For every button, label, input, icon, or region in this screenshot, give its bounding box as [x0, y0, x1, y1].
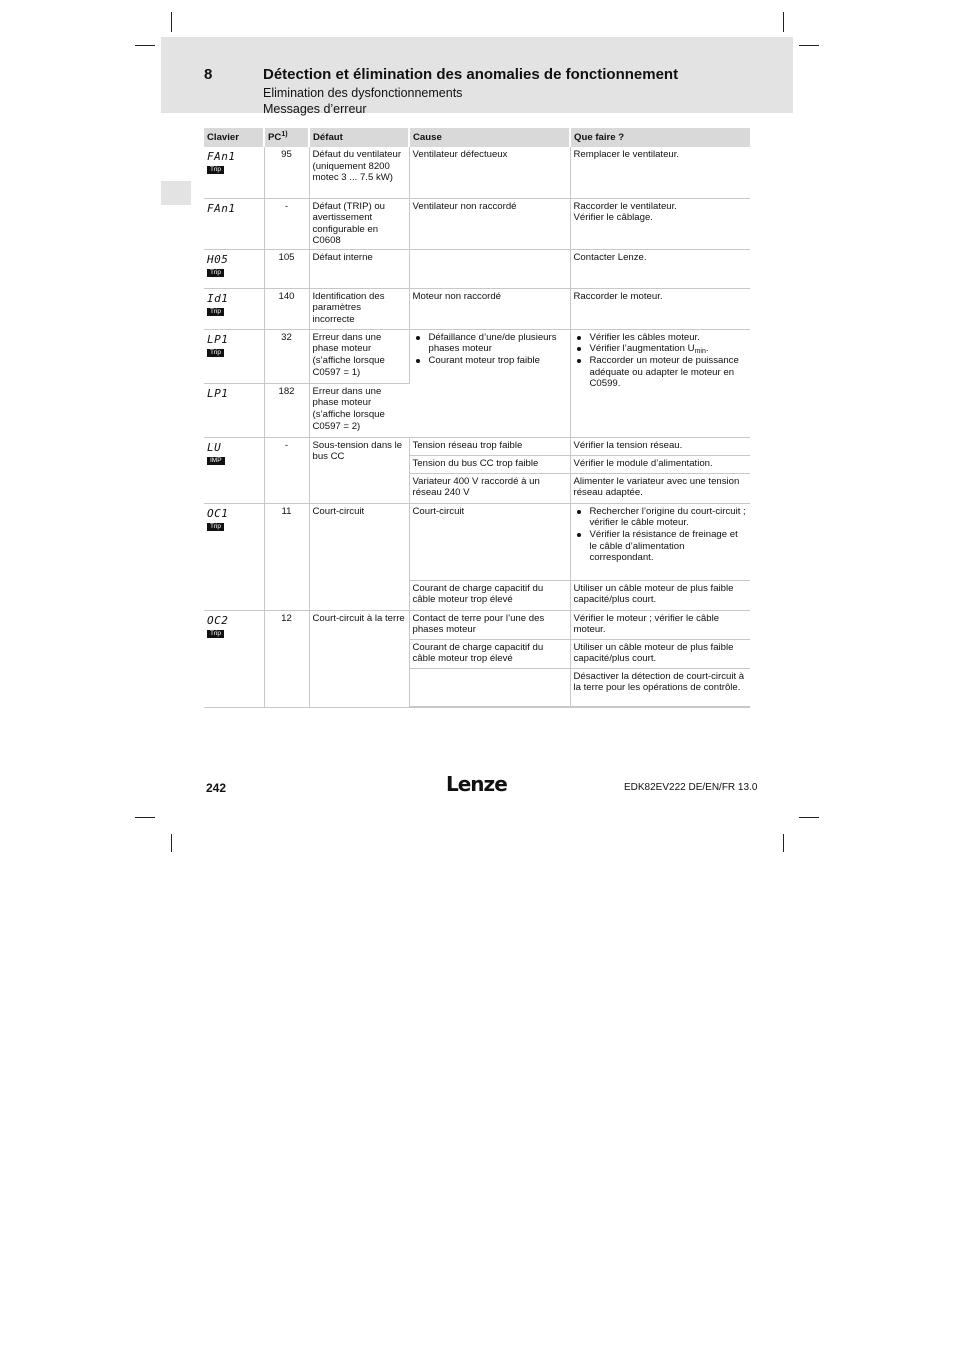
error-code: FAn1	[207, 150, 236, 163]
column-header-clavier: Clavier	[204, 128, 264, 147]
keypad-cell	[204, 249, 264, 288]
keypad-cell	[204, 147, 264, 198]
section-subtitle: Elimination des dysfonctionnements	[263, 86, 463, 100]
keypad-cell	[204, 198, 264, 249]
action-cell: Utiliser un câble moteur de plus faible capacité/plus court.	[570, 580, 750, 610]
error-code: LP1	[207, 386, 229, 400]
error-code: LU	[207, 440, 222, 454]
cause-cell: Ventilateur non raccordé	[409, 198, 570, 249]
action-cell	[570, 329, 750, 437]
keypad-cell	[204, 610, 264, 707]
defaut-cell: Court-circuit	[309, 503, 409, 610]
list-item: Rechercher l’origine du court-circuit ; vérifier le câble moteur.	[589, 505, 746, 529]
cause-cell: Tension du bus CC trop faible	[409, 455, 570, 473]
defaut-cell: Défaut (TRIP) ou avertissement configurable en C0608	[309, 198, 409, 249]
cause-cell: Tension réseau trop faible	[409, 437, 570, 455]
imp-badge: IMP	[207, 457, 225, 465]
action-cell: Vérifier le module d’alimentation.	[570, 455, 750, 473]
pc-cell: -	[264, 437, 309, 503]
cause-cell	[409, 329, 570, 437]
crop-mark	[135, 45, 155, 46]
table-row	[204, 249, 750, 288]
page-number: 242	[206, 781, 227, 795]
trip-badge: Trip	[207, 308, 224, 316]
trip-badge: Trip	[207, 349, 224, 357]
chapter-title: Détection et élimination des anomalies de fonctionnement	[263, 66, 679, 83]
defaut-cell: Sous-tension dans le bus CC	[309, 437, 409, 503]
cause-cell: Moteur non raccordé	[409, 288, 570, 329]
section-subtitle: Messages d’erreur	[263, 102, 367, 116]
action-cell: Remplacer le ventilateur.	[570, 147, 750, 198]
list-item: Courant moteur trop faible	[429, 355, 567, 367]
action-cell: Vérifier la tension réseau.	[570, 437, 750, 455]
crop-mark	[783, 12, 784, 32]
list-item: Vérifier la résistance de freinage et le câble d’alimentation correspondant.	[590, 529, 748, 564]
trip-badge: Trip	[207, 523, 224, 531]
action-cell: Alimenter le variateur avec une tension réseau adaptée.	[570, 473, 750, 503]
pc-cell: 12	[264, 610, 309, 707]
keypad-cell	[204, 329, 264, 383]
cause-list	[413, 332, 567, 367]
cause-cell: Contact de terre pour l’une des phases moteur	[409, 610, 570, 639]
list-item: Vérifier l’augmentation $U_{min}$.	[590, 343, 748, 355]
pc-cell: 105	[264, 249, 309, 288]
error-code: H05	[207, 252, 229, 266]
lenze-logo: Lenze	[446, 772, 507, 796]
crop-mark	[171, 834, 172, 852]
table-header-row	[204, 128, 750, 147]
action-cell: Contacter Lenze.	[570, 249, 750, 288]
pc-cell: 11	[264, 503, 309, 610]
cause-cell: Courant de charge capacitif du câble moteur trop élevé	[409, 580, 570, 610]
error-code: OC2	[207, 613, 229, 627]
chapter-side-tab	[161, 181, 191, 205]
trip-badge: Trip	[207, 166, 224, 174]
pc-cell: 140	[264, 288, 309, 329]
column-header-cause: Cause	[409, 128, 570, 147]
cause-cell	[409, 249, 570, 288]
column-header-defaut: Défaut	[309, 128, 409, 147]
crop-mark	[171, 12, 172, 32]
list-item: Raccorder un moteur de puissance adéquate ou adapter le moteur en C0599.	[590, 355, 748, 390]
keypad-cell	[204, 383, 264, 437]
action-list	[574, 332, 748, 390]
keypad-cell	[204, 437, 264, 503]
defaut-cell: Erreur dans une phase moteur (s’affiche lorsque C0597 = 2)	[309, 383, 409, 437]
list-item: Défaillance d’une/de plusieurs phases moteur	[429, 332, 567, 355]
cause-cell	[409, 668, 570, 707]
pc-cell: 32	[264, 329, 309, 383]
defaut-cell: Identification des paramètres incorrecte	[309, 288, 409, 329]
action-cell: Vérifier le moteur ; vérifier le câble moteur.	[570, 610, 750, 639]
column-header-que-faire: Que faire ?	[570, 128, 750, 147]
action-cell: Utiliser un câble moteur de plus faible capacité/plus court.	[570, 639, 750, 668]
table-row	[204, 147, 750, 198]
error-messages-table	[204, 128, 750, 708]
pc-cell: 95	[264, 147, 309, 198]
action-cell: Raccorder le moteur.	[570, 288, 750, 329]
table-row	[204, 437, 750, 455]
keypad-cell	[204, 503, 264, 610]
error-code: Id1	[207, 291, 229, 305]
defaut-cell: Défaut du ventilateur (uniquement 8200 motec 3 ... 7.5 kW)	[309, 147, 409, 198]
table-row	[204, 610, 750, 639]
defaut-cell: Erreur dans une phase moteur (s’affiche lorsque C0597 = 1)	[309, 329, 409, 383]
pc-cell: -	[264, 198, 309, 249]
keypad-cell	[204, 288, 264, 329]
pc-cell: 182	[264, 383, 309, 437]
crop-mark	[799, 45, 819, 46]
footnote-mark: 1)	[281, 130, 288, 138]
crop-mark	[783, 834, 784, 852]
action-cell	[570, 503, 750, 580]
crop-mark	[135, 817, 155, 818]
error-code: LP1	[207, 332, 229, 346]
error-code: FAn1	[207, 201, 236, 215]
defaut-cell: Défaut interne	[309, 249, 409, 288]
list-item: Vérifier les câbles moteur.	[590, 332, 748, 344]
crop-mark	[799, 817, 819, 818]
trip-badge: Trip	[207, 630, 224, 638]
defaut-cell: Court-circuit à la terre	[309, 610, 409, 707]
table-row	[204, 503, 750, 580]
document-reference: EDK82EV222 DE/EN/FR 13.0	[624, 782, 758, 793]
chapter-number: 8	[204, 66, 213, 83]
trip-badge: Trip	[207, 269, 224, 277]
table-row	[204, 198, 750, 249]
table-row	[204, 329, 750, 383]
action-cell: Raccorder le ventilateur. Vérifier le câblage.	[570, 198, 750, 249]
cause-cell: Court-circuit	[409, 503, 570, 580]
cause-cell: Variateur 400 V raccordé à un réseau 240 V	[409, 473, 570, 503]
cause-cell: Courant de charge capacitif du câble moteur trop élevé	[409, 639, 570, 668]
column-header-pc: PC$^{1)}$	[264, 128, 309, 147]
action-list	[574, 506, 748, 564]
error-code: OC1	[207, 506, 229, 520]
action-cell: Désactiver la détection de court-circuit à la terre pour les opérations de contrôle.	[570, 668, 750, 707]
table-row	[204, 288, 750, 329]
cause-cell: Ventilateur défectueux	[409, 147, 570, 198]
